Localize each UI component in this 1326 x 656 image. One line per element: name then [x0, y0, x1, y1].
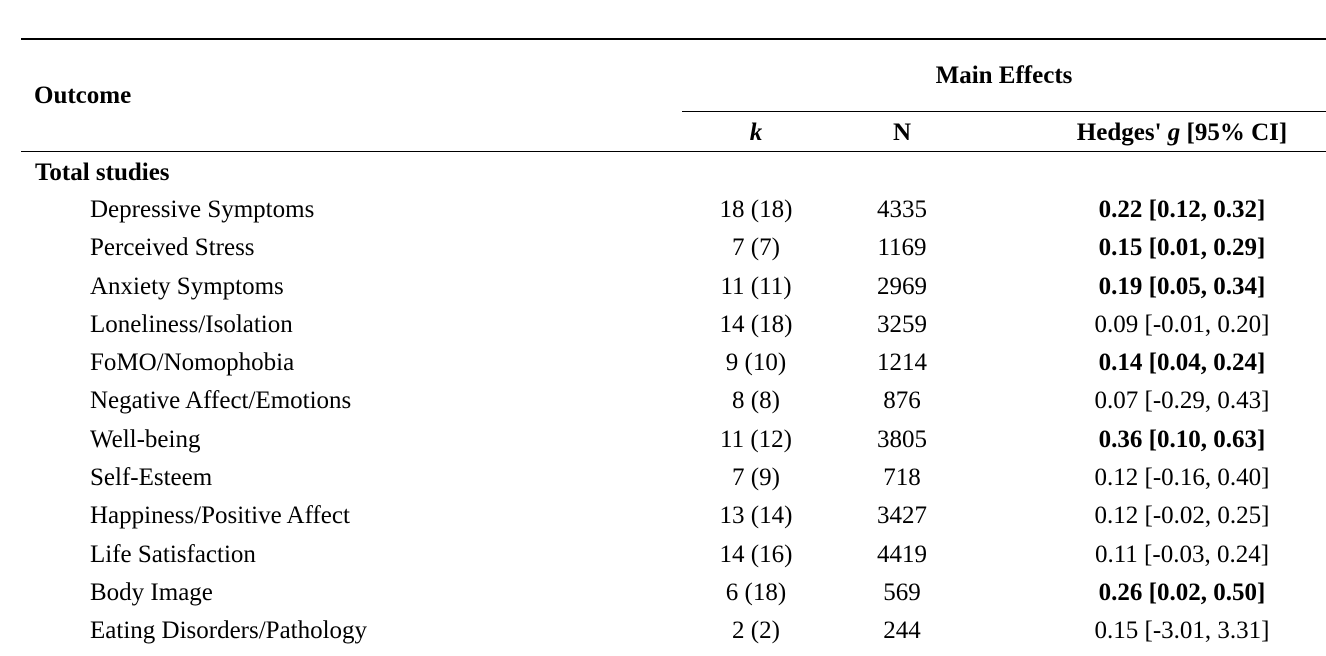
- hedges-g-symbol: g: [1167, 119, 1181, 146]
- cell-n: 4419: [877, 540, 927, 568]
- cell-n: 2969: [877, 272, 927, 300]
- column-header-n: N: [892, 119, 912, 146]
- cell-hedges-g: 0.12 [-0.16, 0.40]: [1094, 464, 1270, 492]
- cell-k: 13 (14): [719, 502, 793, 530]
- cell-k: 11 (11): [720, 272, 792, 300]
- cell-k: 14 (18): [719, 310, 793, 338]
- table-row: [21, 425, 1326, 463]
- table-body: [21, 195, 1326, 655]
- table-row: [21, 616, 1326, 654]
- cell-outcome: Loneliness/Isolation: [90, 310, 293, 338]
- table-row: [21, 501, 1326, 539]
- cell-hedges-g: 0.14 [0.04, 0.24]: [1098, 349, 1266, 377]
- column-header-hedges-g: [1032, 118, 1326, 148]
- cell-hedges-g: 0.09 [-0.01, 0.20]: [1094, 310, 1270, 338]
- cell-hedges-g: 0.26 [0.02, 0.50]: [1098, 578, 1266, 606]
- table-row: [21, 578, 1326, 616]
- column-header-k: k: [749, 119, 763, 146]
- cell-k: 18 (18): [719, 196, 793, 223]
- section-title: Total studies: [35, 159, 170, 186]
- cell-n: 4335: [877, 196, 927, 223]
- hedges-g-prefix: Hedges': [1076, 119, 1168, 146]
- table-row: [21, 272, 1326, 310]
- table-row: [21, 348, 1326, 386]
- cell-hedges-g: 0.15 [0.01, 0.29]: [1098, 234, 1266, 262]
- cell-outcome: Self-Esteem: [90, 464, 213, 492]
- cell-n: 569: [883, 578, 921, 606]
- header-bottom-rule: [21, 151, 1326, 152]
- column-group-rule: [682, 111, 1326, 112]
- cell-hedges-g: 0.36 [0.10, 0.63]: [1098, 425, 1266, 453]
- cell-outcome: Life Satisfaction: [90, 540, 256, 568]
- cell-n: 244: [883, 617, 921, 645]
- cell-outcome: Negative Affect/Emotions: [90, 387, 352, 415]
- table-row: [21, 195, 1326, 233]
- cell-outcome: Well-being: [90, 425, 201, 453]
- cell-n: 876: [883, 387, 921, 415]
- cell-k: 11 (12): [720, 425, 792, 453]
- cell-outcome: FoMO/Nomophobia: [90, 349, 295, 377]
- cell-k: 14 (16): [719, 540, 793, 568]
- column-header-outcome: Outcome: [34, 82, 132, 109]
- cell-hedges-g: 0.11 [-0.03, 0.24]: [1094, 540, 1270, 568]
- cell-outcome: Perceived Stress: [90, 234, 255, 262]
- cell-n: 1169: [877, 234, 927, 262]
- cell-k: 2 (2): [732, 617, 780, 645]
- cell-k: 7 (7): [732, 234, 780, 262]
- cell-k: 9 (10): [725, 349, 787, 377]
- cell-outcome: Happiness/Positive Affect: [90, 502, 350, 530]
- cell-outcome: Eating Disorders/Pathology: [90, 617, 368, 645]
- cell-k: 7 (9): [732, 464, 780, 492]
- table-row: [21, 233, 1326, 271]
- cell-hedges-g: 0.07 [-0.29, 0.43]: [1094, 387, 1270, 415]
- cell-outcome: Anxiety Symptoms: [90, 272, 284, 300]
- cell-n: 3805: [877, 425, 927, 453]
- cell-hedges-g: 0.15 [-3.01, 3.31]: [1094, 617, 1270, 645]
- hedges-g-suffix: [95% CI]: [1180, 119, 1288, 146]
- cell-n: 718: [883, 464, 921, 492]
- cell-hedges-g: 0.19 [0.05, 0.34]: [1098, 272, 1266, 300]
- cell-hedges-g: 0.22 [0.12, 0.32]: [1098, 196, 1266, 223]
- table-row: [21, 386, 1326, 424]
- cell-hedges-g: 0.12 [-0.02, 0.25]: [1094, 502, 1270, 530]
- cell-outcome: Depressive Symptoms: [90, 196, 315, 223]
- cell-k: 8 (8): [732, 387, 780, 415]
- cell-k: 6 (18): [725, 578, 787, 606]
- table-row: [21, 540, 1326, 578]
- table-row: [21, 463, 1326, 501]
- cell-outcome: Body Image: [90, 578, 213, 606]
- column-group-header-main-effects: Main Effects: [935, 62, 1073, 89]
- table-top-rule: [21, 38, 1326, 40]
- table-row: [21, 310, 1326, 348]
- cell-n: 3427: [877, 502, 927, 530]
- cell-n: 3259: [877, 310, 927, 338]
- cell-n: 1214: [877, 349, 927, 377]
